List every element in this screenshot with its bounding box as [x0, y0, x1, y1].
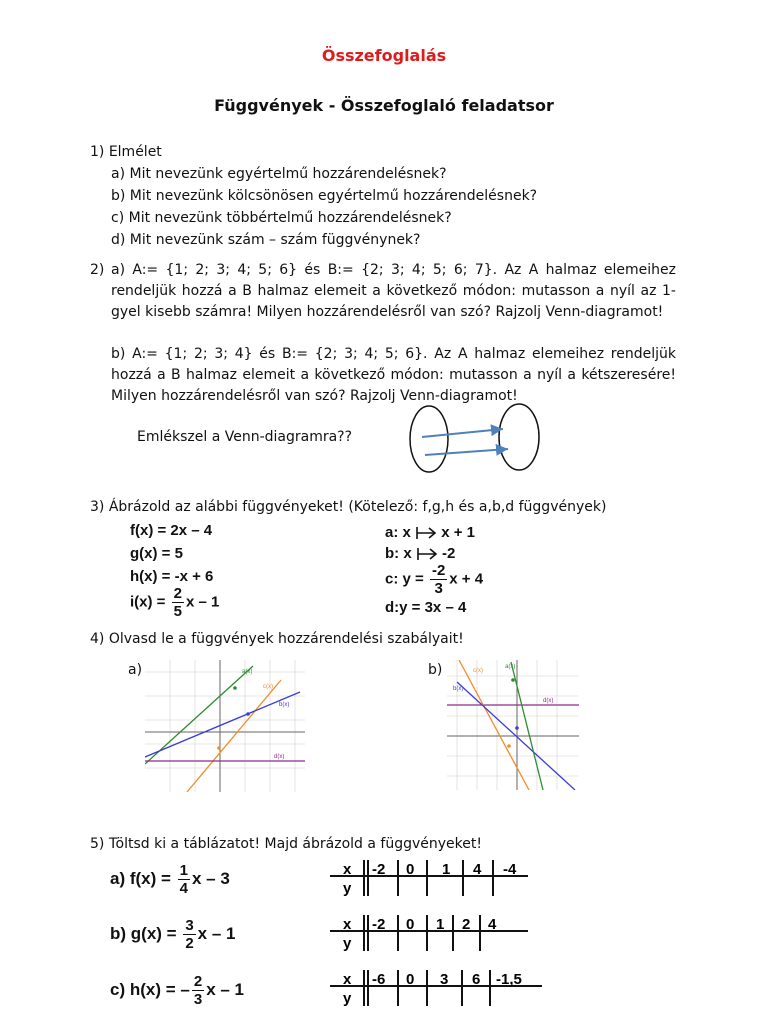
table-c-x-value: 3 [440, 971, 449, 988]
venn-arrow-1 [422, 429, 503, 437]
func-i: i(x) = $\frac{2}{5}$ x – 1 [130, 585, 220, 620]
page-subtitle: Függvények - Összefoglaló feladatsor [214, 96, 554, 115]
graph-a-grid [145, 660, 305, 792]
graph-a-line-a [145, 666, 253, 764]
graph-b-label-a: a(x) [505, 664, 516, 670]
func-c: c: y = $\frac{-2}{3}$ x + 4 [385, 562, 484, 597]
section1-item-d: d) Mit nevezünk szám – szám függvénynek? [111, 232, 421, 248]
section1-item-b: b) Mit nevezünk kölcsönösen egyértelmű hozzárendelésnek? [111, 188, 538, 204]
func-d: d:y = 3x – 4 [385, 599, 467, 616]
graph-b [447, 660, 579, 790]
table-b-x-value: 1 [436, 916, 445, 933]
table-b-x-value: -2 [372, 916, 386, 933]
table-a-x-value: 1 [442, 861, 451, 878]
graph-b-line-a [511, 662, 543, 790]
func-g: g(x) = 5 [130, 545, 183, 562]
table-c-x-value: 0 [406, 971, 415, 988]
section3-heading: 3) Ábrázold az alábbi függvényeket! (Kötelező: f,g,h és a,b,d függvények) [90, 499, 607, 515]
graph-b-label: b) [428, 662, 443, 678]
table-b-y-label: y [343, 935, 352, 952]
value-table-b [330, 913, 550, 953]
table-func-a: a) f(x) = $\frac{1}{4}$ x – 3 [110, 862, 230, 897]
venn-arrow-2 [425, 449, 508, 455]
graph-a-label-d: d(x) [274, 754, 285, 760]
table-b-x-label: x [343, 916, 352, 933]
graph-a-label: a) [128, 662, 143, 678]
graph-b-point [511, 678, 515, 682]
table-a-x-value: -4 [503, 861, 517, 878]
value-table-a [330, 858, 550, 898]
maps-to-icon [415, 526, 437, 540]
func-a: a: x x + 1 [385, 524, 475, 541]
graph-a-line-c [187, 680, 281, 792]
table-a-x-value: 0 [406, 861, 415, 878]
graph-b-point [507, 744, 511, 748]
func-b: b: x -2 [385, 545, 456, 562]
graph-a-point [246, 712, 250, 716]
graph-b-point [515, 726, 519, 730]
func-h: h(x) = -x + 6 [130, 568, 214, 585]
graph-a-label-b: b(x) [279, 702, 290, 708]
table-b-x-value: 4 [488, 916, 497, 933]
maps-to-icon [416, 547, 438, 561]
table-a-x-value: 4 [473, 861, 482, 878]
section2-item-b: b) A:= {1; 2; 3; 4} és B:= {2; 3; 4; 5; 6}. Az A halmaz elemeihez rendeljük hozzá a B halmaz elemeit a következő módon: mutasson a nyíl a kétszeresére! Milyen hozzárendelésről van szó? Rajzolj Venn-diagramot! [111, 346, 676, 404]
graph-a-label-c: c(x) [263, 684, 273, 690]
section2-number: 2) [90, 262, 105, 278]
graph-b-label-c: c(x) [473, 668, 483, 674]
graph-a [145, 660, 305, 792]
venn-diagram-illustration [400, 400, 560, 475]
graph-a-label-a: a(x) [242, 669, 253, 675]
value-table-c [330, 968, 555, 1008]
graph-a-point [217, 746, 221, 750]
venn-hint: Emlékszel a Venn-diagramra?? [137, 429, 353, 445]
page-title: Összefoglalás [321, 46, 447, 65]
graph-b-line-c [459, 660, 529, 790]
table-c-x-label: x [343, 971, 352, 988]
table-c-x-value: -6 [372, 971, 386, 988]
section1-item-a: a) Mit nevezünk egyértelmű hozzárendelésnek? [111, 166, 447, 182]
section1-item-c: c) Mit nevezünk többértelmű hozzárendelésnek? [111, 210, 452, 226]
table-b-x-value: 0 [406, 916, 415, 933]
table-c-y-label: y [343, 990, 352, 1007]
table-c-x-value: 6 [472, 971, 481, 988]
table-b-x-value: 2 [462, 916, 471, 933]
section4-heading: 4) Olvasd le a függvények hozzárendelési szabályait! [90, 631, 464, 647]
table-a-x-value: -2 [372, 861, 386, 878]
graph-b-label-d: d(x) [543, 698, 554, 704]
graph-a-line-b [145, 692, 300, 757]
section5-heading: 5) Töltsd ki a táblázatot! Majd ábrázold a függvényeket! [90, 836, 482, 852]
table-func-b: b) g(x) = $\frac{3}{2}$ x – 1 [110, 917, 236, 952]
table-a-y-label: y [343, 880, 352, 897]
venn-set-a [410, 406, 448, 472]
table-a-x-label: x [343, 861, 352, 878]
section2-item-a: a) A:= {1; 2; 3; 4; 5; 6} és B:= {2; 3; 4; 5; 6; 7}. Az A halmaz elemeihez rendeljük hozzá a B halmaz elemeit a következő módon: mutasson a nyíl az 1-gyel kisebb számra! Milyen hozzárendelésről van szó? Rajzolj Venn-diagramot! [111, 262, 676, 320]
section1-heading: 1) Elmélet [90, 144, 162, 160]
graph-b-label-b: b(x) [453, 686, 464, 692]
graph-a-point [233, 686, 237, 690]
func-f: f(x) = 2x – 4 [130, 522, 213, 539]
table-c-x-value: -1,5 [496, 971, 522, 988]
table-func-c: c) h(x) = – $\frac{2}{3}$ x – 1 [110, 973, 244, 1008]
venn-set-b [499, 404, 539, 470]
